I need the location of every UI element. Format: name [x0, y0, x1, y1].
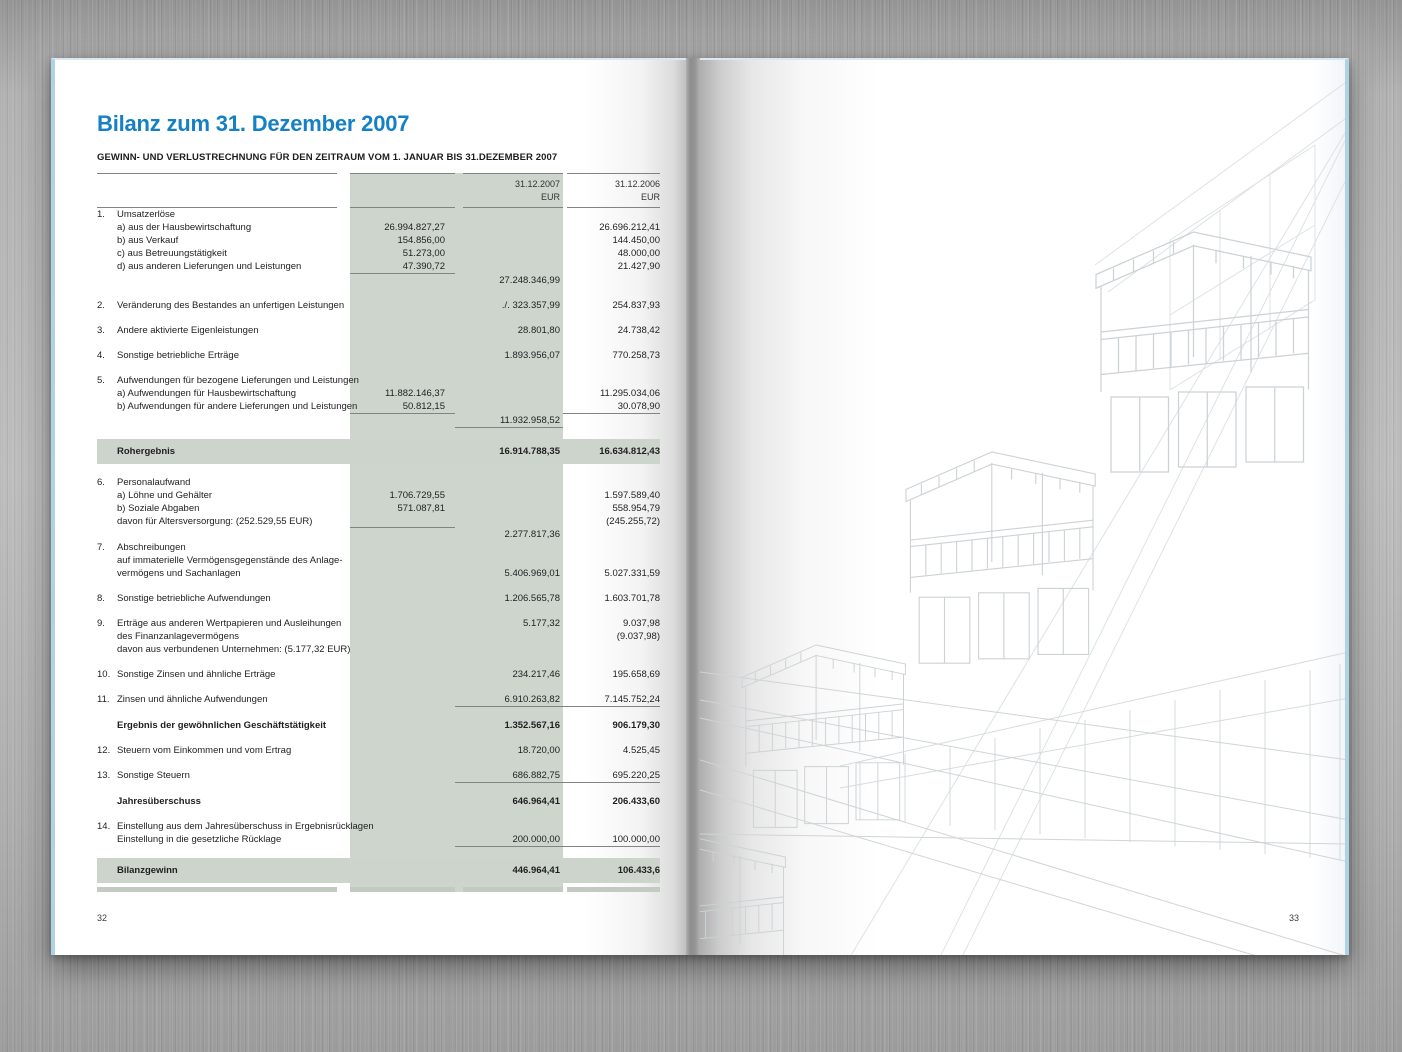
value-2007-main: [455, 234, 563, 247]
row-label: Sonstige Steuern: [117, 770, 190, 781]
row-label: Zinsen und ähnliche Aufwendungen: [117, 694, 268, 705]
row-label: auf immaterielle Vermögensgegenstände des Anlage-: [117, 555, 343, 566]
value-2007-main: 5.406.969,01: [504, 568, 560, 579]
row-label: Bilanzgewinn: [117, 865, 178, 876]
value-2006: 26.696.212,41: [599, 222, 660, 233]
row-label: Rohergebnis: [117, 446, 176, 457]
value-2007-main: [455, 630, 563, 643]
value-2006: [563, 208, 660, 221]
value-2007-main: [455, 502, 563, 515]
value-2006: 906.179,30: [612, 720, 660, 731]
table-row: [97, 515, 660, 528]
value-2006: [563, 476, 660, 489]
table-row: [97, 795, 660, 808]
table-row: [97, 387, 660, 400]
row-number: 13.: [97, 770, 111, 781]
page-number-right: 33: [1288, 913, 1299, 923]
value-2007-main: [455, 541, 563, 554]
value-2007-main: 686.882,75: [455, 769, 563, 783]
value-2006: [563, 541, 660, 554]
value-2007-main: [455, 489, 563, 502]
value-2006: 695.220,25: [563, 769, 660, 783]
value-2007-sub: [350, 208, 455, 221]
row-label: Erträge aus anderen Wertpapieren und Ausleihungen: [117, 618, 342, 629]
value-2006: 7.145.752,24: [563, 693, 660, 707]
value-2007-sub: [350, 592, 455, 605]
value-2007-main: ./. 323.357,99: [501, 300, 560, 311]
value-2007-main: [455, 260, 563, 274]
table-row: [97, 833, 660, 847]
value-2006: 206.433,60: [612, 796, 660, 807]
table-row: [97, 502, 660, 515]
table-row: [97, 414, 660, 428]
row-label: Sonstige betriebliche Erträge: [117, 350, 239, 361]
table-row: [97, 592, 660, 605]
value-2006: 100.000,00: [563, 833, 660, 847]
row-label: a) Aufwendungen für Hausbewirtschaftung: [117, 388, 297, 399]
value-2007-main: 446.964,41: [512, 865, 560, 876]
value-2007-sub: [350, 324, 455, 337]
value-2007-sub: [350, 719, 455, 732]
row-label: Ergebnis der gewöhnlichen Geschäftstätigkeit: [117, 720, 327, 731]
value-2007-sub: [350, 299, 455, 312]
row-number: 8.: [97, 593, 105, 604]
row-label: Einstellung aus dem Jahresüberschuss in Ergebnisrücklagen: [117, 821, 374, 832]
value-2007-main: 2.277.817,36: [504, 529, 560, 540]
table-row: [97, 221, 660, 234]
value-2006: 254.837,93: [612, 300, 660, 311]
value-2007-main: 28.801,80: [517, 325, 560, 336]
row-number: 7.: [97, 542, 105, 553]
row-number: 5.: [97, 375, 105, 386]
table-row: [97, 374, 660, 387]
row-label: Sonstige Zinsen und ähnliche Erträge: [117, 669, 276, 680]
value-2007-main: [455, 208, 563, 221]
value-2006: [563, 643, 660, 656]
table-row: [97, 858, 660, 883]
profit-loss-table: [97, 173, 660, 892]
value-2007-sub: [350, 349, 455, 362]
table-bottom-bar: [97, 887, 660, 892]
value-2006: 24.738,42: [617, 325, 660, 336]
value-2007-sub: [350, 858, 455, 883]
value-2007-sub: [350, 414, 455, 428]
table-row: [97, 299, 660, 312]
row-label: Sonstige betriebliche Aufwendungen: [117, 593, 271, 604]
row-label: davon für Altersversorgung: (252.529,55 EUR): [117, 516, 313, 527]
table-row: [97, 554, 660, 567]
value-2007-sub: [350, 820, 455, 833]
value-2007-sub: [350, 693, 455, 707]
value-2007-main: [455, 476, 563, 489]
value-2007-main: 5.177,32: [523, 618, 560, 629]
value-2006: (9.037,98): [616, 631, 660, 642]
value-2006: [563, 414, 660, 428]
row-label: b) Aufwendungen für andere Lieferungen und Leistungen: [117, 401, 358, 412]
row-label: b) aus Verkauf: [117, 235, 179, 246]
row-number: 1.: [97, 209, 105, 220]
table-header: [97, 174, 660, 207]
col-header-2007-unit: EUR: [540, 192, 560, 202]
value-2007-sub: [350, 554, 455, 567]
row-label: a) Löhne und Gehälter: [117, 490, 213, 501]
value-2007-sub: [350, 668, 455, 681]
row-number: 14.: [97, 821, 111, 832]
row-label: Personalaufwand: [117, 477, 191, 488]
value-2007-sub: 571.087,81: [397, 503, 445, 514]
value-2007-main: 1.352.567,16: [504, 720, 560, 731]
value-2007-main: [455, 400, 563, 414]
table-row: [97, 247, 660, 260]
table-row: [97, 693, 660, 707]
value-2007-sub: [350, 630, 455, 643]
value-2007-main: [455, 387, 563, 400]
row-number: 12.: [97, 745, 111, 756]
table-row: [97, 567, 660, 580]
row-label: vermögens und Sachanlagen: [117, 568, 241, 579]
value-2007-sub: [350, 476, 455, 489]
page-title: Bilanz zum 31. Dezember 2007: [97, 111, 410, 136]
value-2006: 4.525,45: [623, 745, 660, 756]
value-2007-main: 27.248.346,99: [499, 275, 560, 286]
value-2007-main: 1.206.565,78: [504, 593, 560, 604]
row-label: d) aus anderen Lieferungen und Leistungen: [117, 261, 302, 272]
table-row: [97, 541, 660, 554]
value-2007-main: 646.964,41: [512, 796, 560, 807]
row-label: Jahresüberschuss: [117, 796, 201, 807]
value-2007-sub: 50.812,15: [350, 400, 455, 414]
value-2006: [563, 554, 660, 567]
row-label: Umsatzerlöse: [117, 209, 176, 220]
table-row: [97, 719, 660, 732]
value-2007-main: 11.932.958,52: [455, 414, 563, 428]
value-2007-main: 234.217,46: [512, 669, 560, 680]
table-row: [97, 643, 660, 656]
value-2007-sub: [350, 833, 455, 847]
row-number: 11.: [97, 694, 110, 705]
value-2006: 195.658,69: [612, 669, 660, 680]
value-2007-main: 200.000,00: [455, 833, 563, 847]
table-row: [97, 489, 660, 502]
value-2007-main: [455, 820, 563, 833]
table-row: [97, 324, 660, 337]
row-number: 4.: [97, 350, 105, 361]
value-2007-sub: 154.856,00: [397, 235, 445, 246]
table-body: [97, 208, 660, 883]
value-2007-main: [455, 247, 563, 260]
value-2007-main: [455, 554, 563, 567]
value-2007-sub: [350, 439, 455, 464]
value-2007-sub: 1.706.729,55: [389, 490, 445, 501]
value-2006: [563, 274, 660, 287]
col-header-2007-date: 31.12.2007: [514, 179, 560, 189]
row-label: Andere aktivierte Eigenleistungen: [117, 325, 259, 336]
value-2006: 1.597.589,40: [604, 490, 660, 501]
row-label: Steuern vom Einkommen und vom Ertrag: [117, 745, 292, 756]
row-label: Aufwendungen für bezogene Lieferungen und Leistungen: [117, 375, 359, 386]
value-2006: 21.427,90: [617, 261, 660, 272]
table-row: [97, 630, 660, 643]
col-header-2006-date: 31.12.2006: [614, 179, 660, 189]
value-2007-main: 6.910.263,82: [455, 693, 563, 707]
value-2007-main: [455, 643, 563, 656]
value-2006: [563, 374, 660, 387]
row-label: b) Soziale Abgaben: [117, 503, 200, 514]
value-2007-main: 18.720,00: [517, 745, 560, 756]
value-2007-sub: 11.882.146,37: [384, 388, 445, 399]
value-2006: 558.954,79: [612, 503, 660, 514]
value-2007-sub: 51.273,00: [402, 248, 445, 259]
table-row: [97, 528, 660, 541]
value-2006: 5.027.331,59: [604, 568, 660, 579]
row-number: 9.: [97, 618, 105, 629]
page-number-left: 32: [97, 913, 108, 923]
value-2006: 11.295.034,06: [599, 388, 660, 399]
value-2006: 16.634.812,43: [599, 446, 660, 457]
value-2007-sub: [350, 274, 455, 287]
value-2007-main: 16.914.788,35: [499, 446, 560, 457]
table-row: [97, 820, 660, 833]
value-2007-sub: [350, 528, 455, 541]
row-label: Veränderung des Bestandes an unfertigen Leistungen: [117, 300, 345, 311]
row-label: c) aus Betreuungstätigkeit: [117, 248, 227, 259]
architecture-wireframe-illustration: [700, 60, 1349, 955]
book-spread: [51, 58, 1349, 955]
value-2007-main: [455, 374, 563, 387]
table-row: [97, 234, 660, 247]
value-2006: 9.037,98: [623, 618, 660, 629]
value-2006: 770.258,73: [612, 350, 660, 361]
right-page: [700, 58, 1349, 955]
table-row: [97, 668, 660, 681]
value-2007-sub: [350, 744, 455, 757]
statement-subtitle: GEWINN- UND VERLUSTRECHNUNG FÜR DEN ZEITRAUM VOM 1. JANUAR BIS 31.DEZEMBER 2007: [97, 152, 558, 163]
table-row: [97, 744, 660, 757]
table-row: [97, 274, 660, 287]
value-2007-main: [455, 221, 563, 234]
value-2006: 1.603.701,78: [604, 593, 660, 604]
value-2006: [563, 820, 660, 833]
table-row: [97, 476, 660, 489]
table-row: [97, 769, 660, 783]
value-2007-sub: [350, 515, 455, 528]
table-row: [97, 208, 660, 221]
value-2006: [563, 528, 660, 541]
value-2006: 30.078,90: [563, 400, 660, 414]
table-row: [97, 400, 660, 414]
book-spine: [686, 58, 700, 955]
row-number: 10.: [97, 669, 111, 680]
table-row: [97, 260, 660, 274]
value-2007-main: 1.893.956,07: [504, 350, 560, 361]
value-2007-sub: [350, 643, 455, 656]
value-2007-sub: [350, 374, 455, 387]
value-2007-main: [455, 515, 563, 528]
value-2006: 48.000,00: [617, 248, 660, 259]
row-label: davon aus verbundenen Unternehmen: (5.177,32 EUR): [117, 644, 351, 655]
value-2006: (245.255,72): [606, 516, 660, 527]
row-label: a) aus der Hausbewirtschaftung: [117, 222, 252, 233]
row-label: des Finanzanlagevermögens: [117, 631, 239, 642]
row-label: Abschreibungen: [117, 542, 186, 553]
table-row: [97, 439, 660, 464]
left-page: [51, 58, 686, 955]
value-2007-sub: 26.994.827,27: [384, 222, 445, 233]
value-2007-sub: [350, 795, 455, 808]
value-2007-sub: [350, 769, 455, 783]
row-number: 3.: [97, 325, 105, 336]
table-row: [97, 349, 660, 362]
row-label: Einstellung in die gesetzliche Rücklage: [117, 834, 282, 845]
row-number: 2.: [97, 300, 105, 311]
value-2006: 106.433,6: [617, 865, 660, 876]
row-number: 6.: [97, 477, 105, 488]
value-2007-sub: [350, 541, 455, 554]
value-2006: 144.450,00: [612, 235, 660, 246]
value-2007-sub: [350, 617, 455, 630]
value-2007-sub: [350, 567, 455, 580]
table-row: [97, 617, 660, 630]
value-2007-sub: 47.390,72: [350, 260, 455, 274]
col-header-2006-unit: EUR: [640, 192, 660, 202]
